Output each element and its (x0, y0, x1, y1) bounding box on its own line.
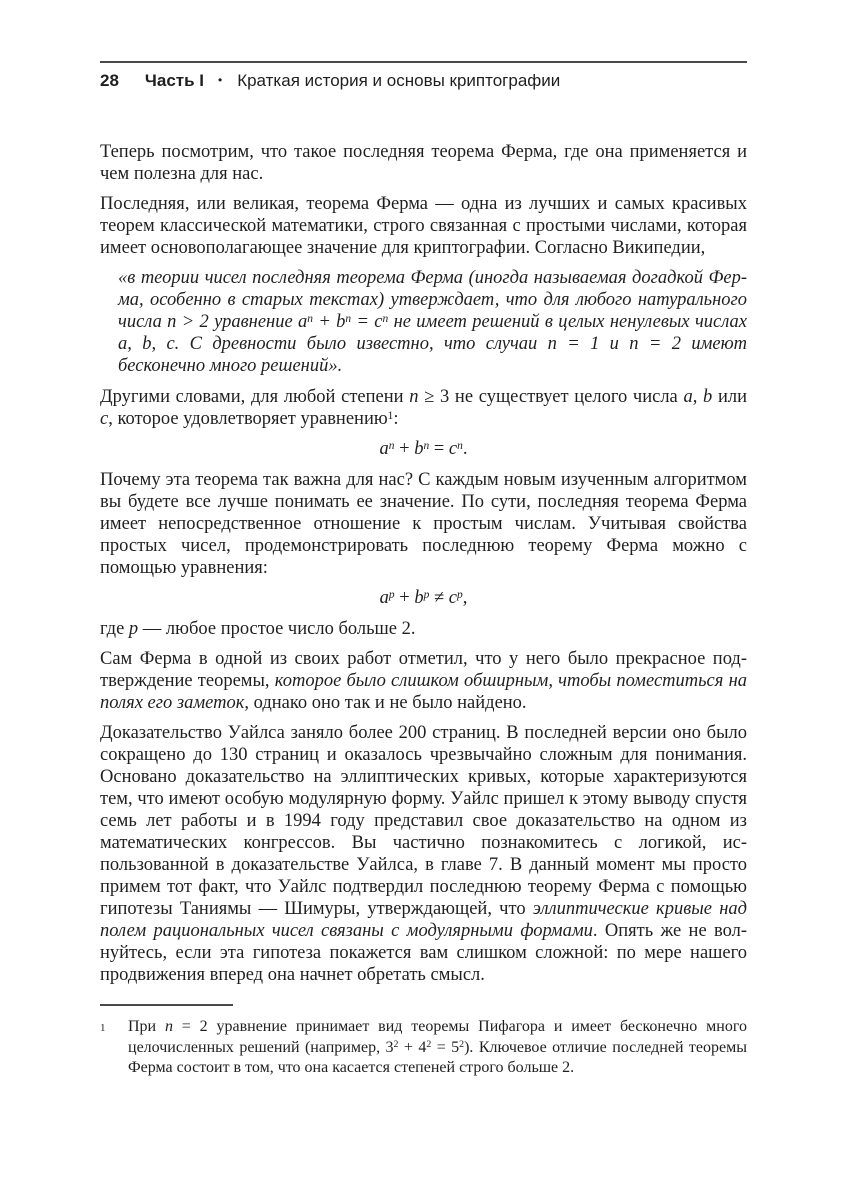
paragraph-where-p: где p — любое простое число больше 2. (100, 619, 416, 639)
footnote-marker: 1 (100, 1022, 106, 1034)
running-head (100, 70, 747, 93)
paragraph-intro: Теперь посмотрим, что такое последняя теорема Ферма, где она применяется и чем полезна для нас. (100, 142, 747, 184)
footnote-text: При n = 2 уравнение принимает вид теоремы Пифагора и имеет бесконечно много целочисленных решений (например, $3^2 + 4^2 = 5^2$). Ключевое отличие последней теоремы Ферма состоит в том, что она касается степеней строго больше 2. (128, 1018, 747, 1076)
part-label: Часть I (144, 71, 204, 90)
wikipedia-quote: «в теории чисел последняя теорема Ферма (иногда называемая догадкой Ферма, особенно в старых текстах) утверждает, что для любого натурального числа n > 2 уравнение $a^n + b^n = c^n$ не имеет решений в целых ненулевых числах a, b, c. С древности было известно, что случаи n = 1 и n = 2 имеют бесконечно много решений». (118, 268, 748, 376)
footnote-block (100, 1004, 747, 1079)
page-number: 28 (100, 71, 119, 90)
paragraph-importance: Почему эта теорема так важна для нас? С каждым новым изученным алгоритмом вы будете все лучше понимать ее значение. По сути, последняя теорема Ферма имеет непосредственное отношение к простым числам. Учитывая свойства простых чисел, продемонстрировать последнюю теорему Ферма можно с помощью уравнения: (100, 470, 747, 578)
separator-dot-icon: • (218, 73, 223, 87)
footnote-rule (100, 1004, 233, 1006)
paragraph-in-other-words: Другими словами, для любой степени n ≥ 3 не существует целого числа a, b или c, которое удовлетворяет уравнению$^1$: (100, 387, 747, 429)
header-rule (100, 61, 747, 63)
paragraph-wiles-proof: Доказательство Уайлса заняло более 200 страниц. В последней версии оно было сокращено до 130 страниц и оказалось чрезвычайно сложным для понимания. Основано доказательство на эллиптических кривых, которые характеризуются тем, что имеют особую модулярную форму. Уайлс пришел к этому выводу спустя семь лет работы и в 1994 году представил свое доказательство на одном из математических конгрессов. Вы частично познакомитесь с логикой, использованной в доказательстве Уайлса, в главе 7. В данный момент мы просто примем тот факт, что Уайлс подтвердил последнюю теорему Ферма с помощью гипотезы Таниямы — Шимуры, утверждающей, что эллиптические кривые над полем рациональных чисел связаны с модулярными формами. Опять же не волнуйтесь, если эта гипотеза покажется вам слишком сложной: по мере нашего продвижения вперед она начнет обретать смысл. (100, 723, 748, 985)
footnote (100, 1017, 747, 1079)
paragraph-fermat-margin-note: Сам Ферма в одной из своих работ отметил, что у него было прекрасное подтверждение теоремы, которое было слишком обширным, чтобы поместиться на полях его заметок, однако оно так и не было найдено. (100, 649, 747, 713)
equation-fermat: $a^n + b^n = c^n$. (379, 439, 468, 459)
equation-prime: $a^p + b^p \ne c^p$, (379, 588, 468, 608)
part-title: Краткая история и основы криптографии (237, 71, 561, 90)
paragraph-last-theorem: Последняя, или великая, теорема Ферма — одна из лучших и самых красивых теорем классической математики, строго связанная с простыми числами, которая имеет основополагающее значение для криптографии. Согласно Википедии, (100, 194, 747, 258)
page-body (100, 141, 747, 994)
